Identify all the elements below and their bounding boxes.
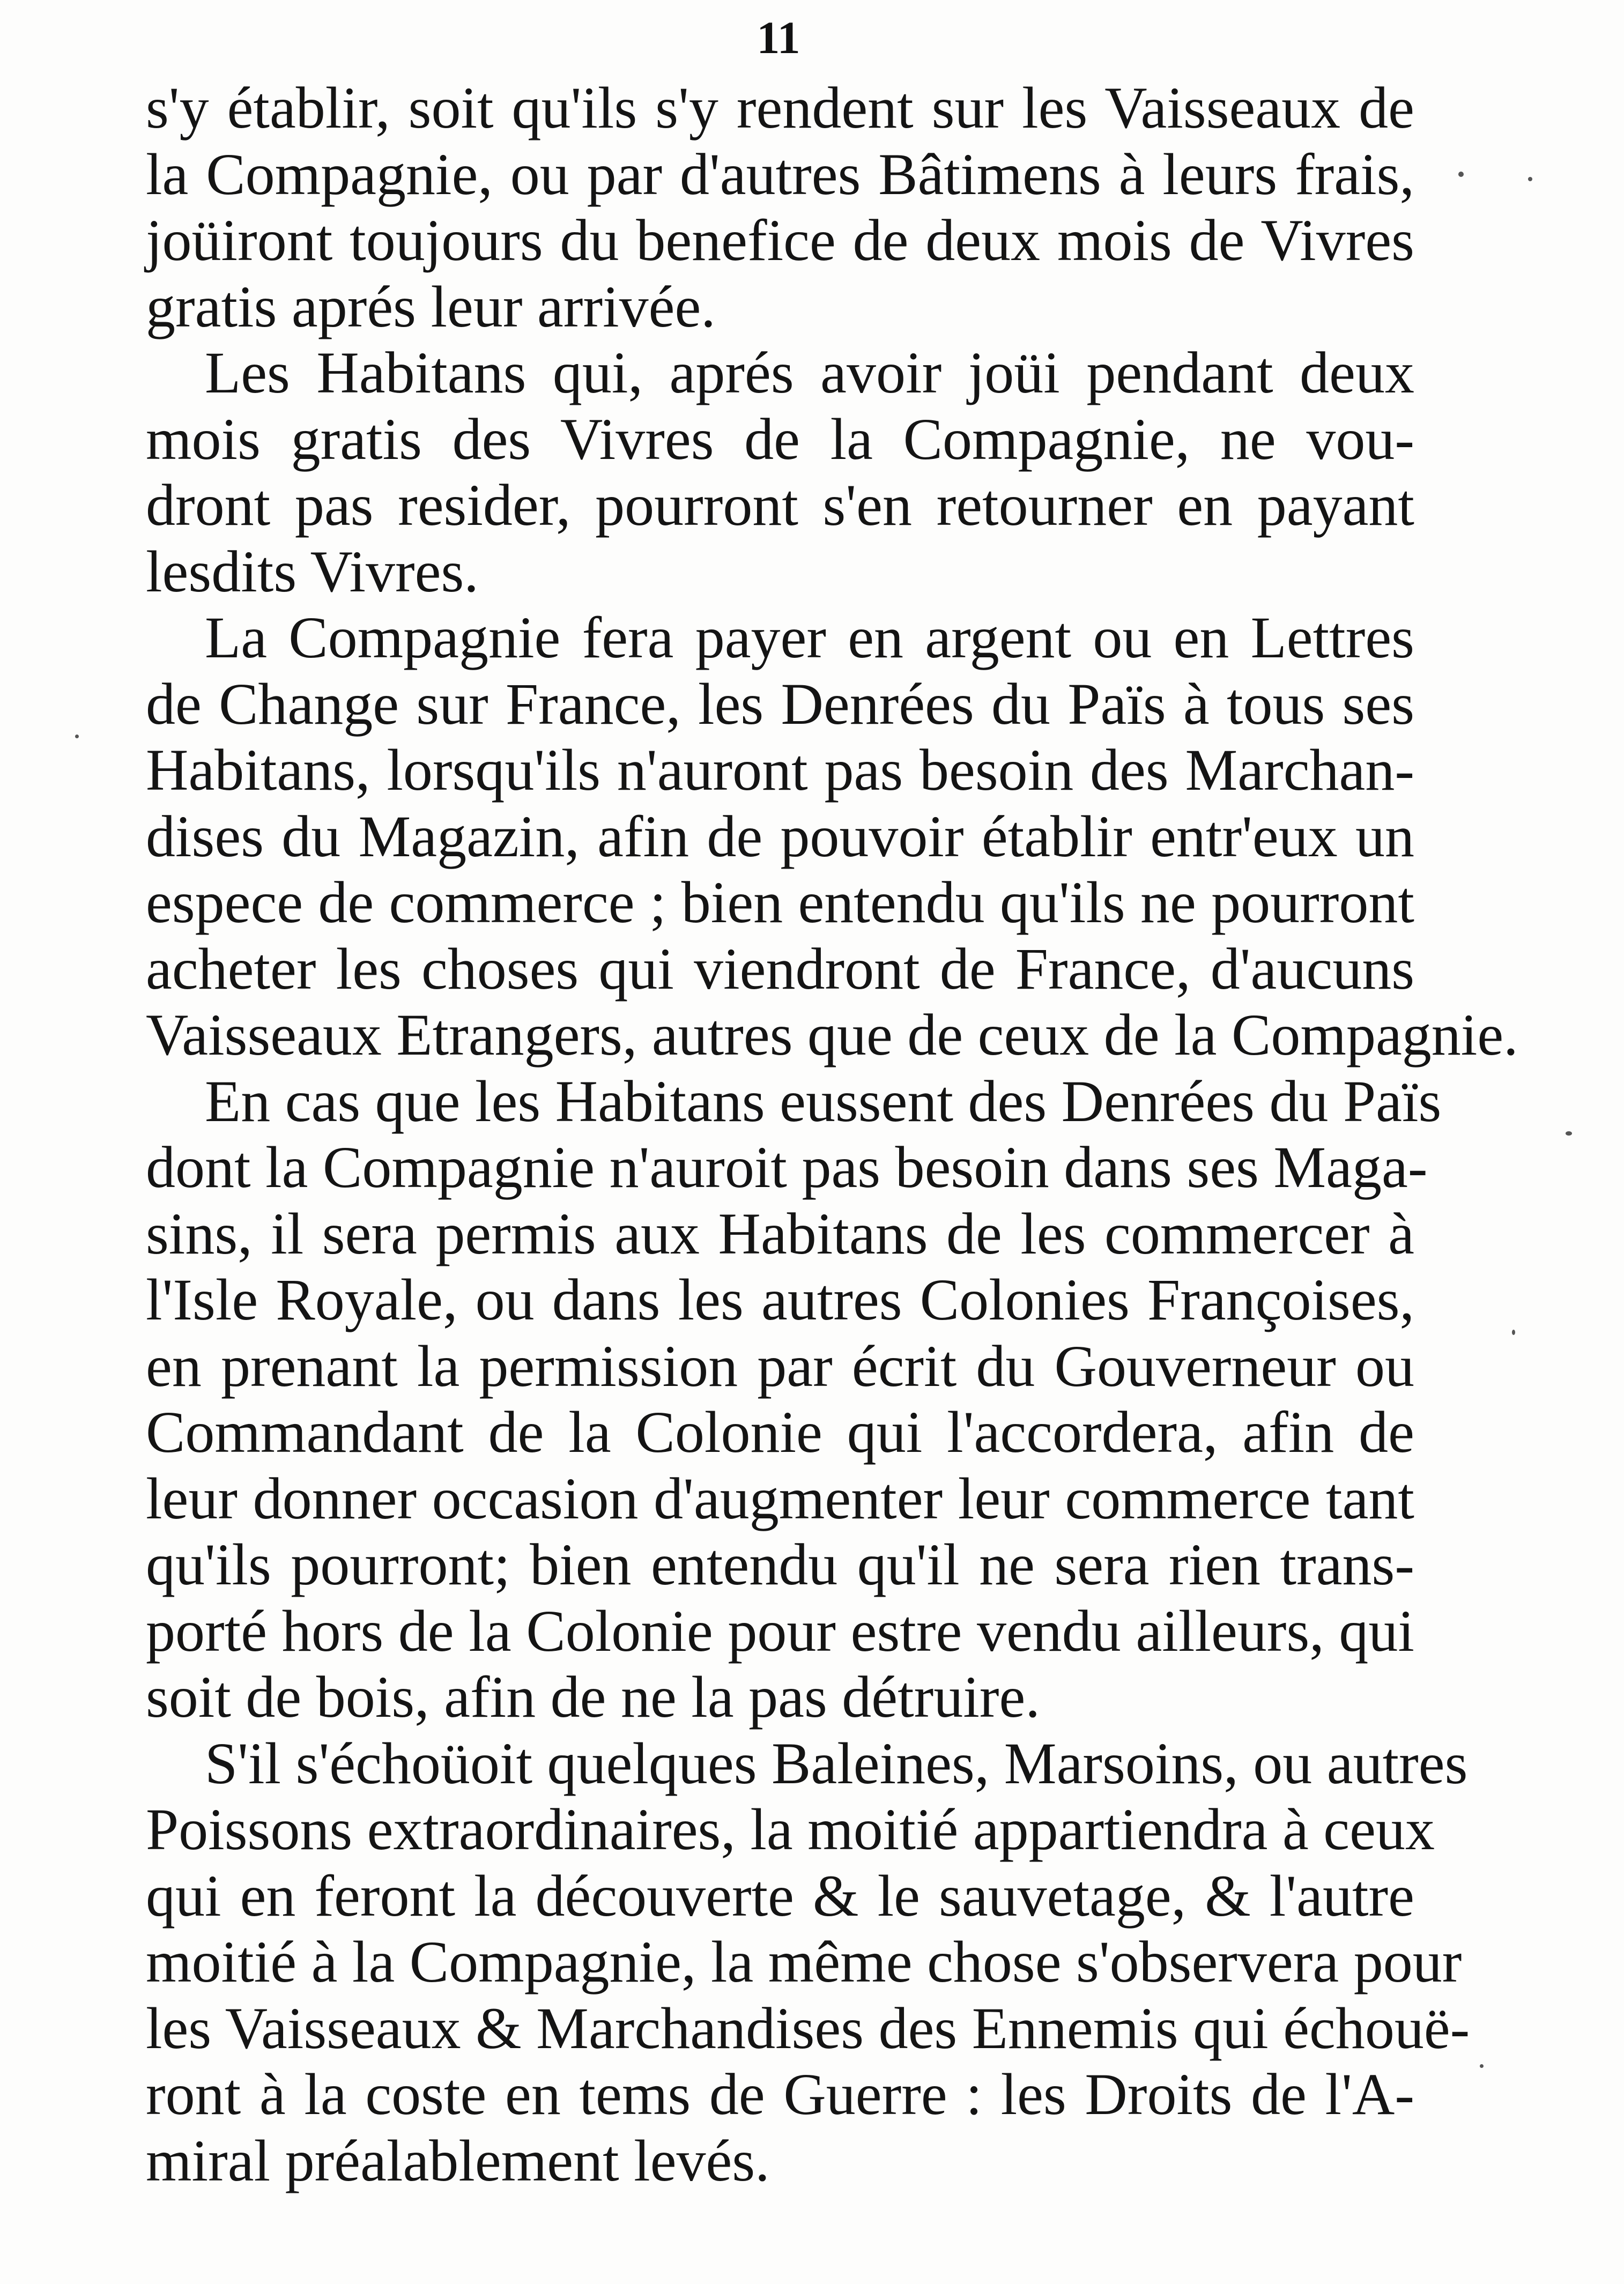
text-line: dont la Compagnie n'auroit pas besoin dans ses Maga- [146, 1134, 1428, 1200]
text-line: Poissons extraordinaires, la moitié appartiendra à ceux [146, 1797, 1435, 1862]
ink-speck [1480, 2064, 1484, 2068]
text-line: la Compagnie, ou par d'autres Bâtimens à leurs frais, [146, 141, 1414, 207]
text-line: qui en feront la découverte & le sauvetage, & l'autre [146, 1863, 1414, 1929]
text-line: qu'ils pourront; bien entendu qu'il ne sera rien trans- [146, 1532, 1414, 1597]
text-line: gratis aprés leur arrivée. [146, 273, 716, 339]
text-line: l'Isle Royale, ou dans les autres Colonies Françoises, [146, 1267, 1414, 1332]
text-line: lesdits Vivres. [146, 538, 479, 604]
text-line: moitié à la Compagnie, la même chose s'observera pour [146, 1929, 1462, 1994]
text-line: leur donner occasion d'augmenter leur commerce tant [146, 1465, 1414, 1531]
text-line: S'il s'échoüoit quelques Baleines, Marsoins, ou autres [205, 1730, 1468, 1796]
page-number: 11 [757, 12, 800, 63]
paragraph [146, 340, 1414, 605]
text-line: joüiront toujours du benefice de deux mois de Vivres [146, 207, 1414, 273]
text-line: sins, il sera permis aux Habitans de les commercer à [146, 1200, 1414, 1266]
text-line: miral préalablement levés. [146, 2127, 770, 2193]
text-line: Commandant de la Colonie qui l'accordera, afin de [146, 1399, 1414, 1465]
text-line: dises du Magazin, afin de pouvoir établir entr'eux un [146, 803, 1414, 869]
text-line: La Compagnie fera payer en argent ou en Lettres [205, 605, 1414, 670]
text-line: En cas que les Habitans eussent des Denrées du Païs [205, 1068, 1442, 1134]
text-line: les Vaisseaux & Marchandises des Ennemis qui échouë- [146, 1995, 1470, 2061]
ink-speck [1566, 1131, 1572, 1136]
ink-speck [1512, 1330, 1515, 1335]
text-line: porté hors de la Colonie pour estre vendu ailleurs, qui [146, 1598, 1414, 1664]
ink-speck [1458, 172, 1464, 177]
ink-speck [1528, 177, 1532, 181]
text-line: acheter les choses qui viendront de France, d'aucuns [146, 936, 1414, 1002]
paragraph [146, 75, 1414, 340]
text-line: Vaisseaux Etrangers, autres que de ceux de la Compagnie. [146, 1002, 1518, 1067]
text-line: Habitans, lorsqu'ils n'auront pas besoin des Marchan- [146, 737, 1414, 803]
text-line: ront à la coste en tems de Guerre : les Droits de l'A- [146, 2061, 1414, 2127]
text-line: s'y établir, soit qu'ils s'y rendent sur les Vaisseaux de [146, 75, 1414, 140]
text-line: espece de commerce ; bien entendu qu'ils ne pourront [146, 870, 1414, 935]
text-line: en prenant la permission par écrit du Gouverneur ou [146, 1333, 1414, 1399]
text-line: soit de bois, afin de ne la pas détruire. [146, 1664, 1040, 1730]
body-text [146, 75, 1518, 2194]
ink-speck [75, 735, 79, 738]
text-line: dront pas resider, pourront s'en retourner en payant [146, 472, 1414, 538]
text-line: mois gratis des Vivres de la Compagnie, ne vou- [146, 406, 1414, 472]
paragraph [146, 1068, 1442, 1731]
paragraph [146, 1730, 1470, 2194]
paragraph [146, 605, 1518, 1069]
text-line: de Change sur France, les Denrées du Païs à tous ses [146, 671, 1414, 737]
text-line: Les Habitans qui, aprés avoir joüi pendant deux [205, 340, 1414, 405]
